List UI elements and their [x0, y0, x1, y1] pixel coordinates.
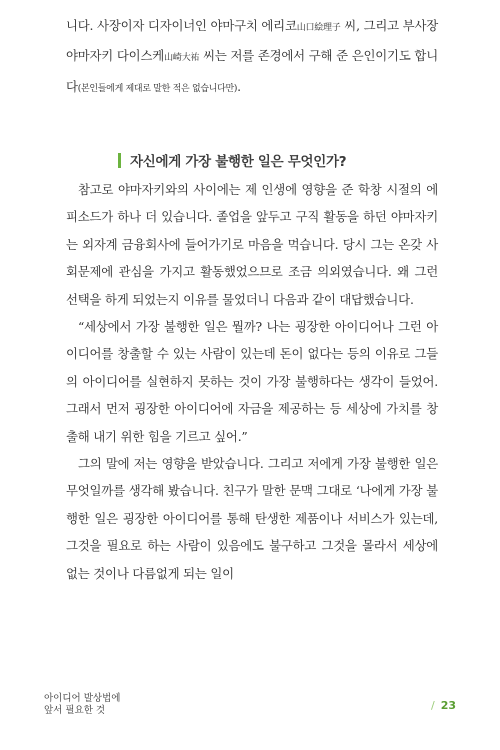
kanji-annotation: 山崎大祐	[164, 53, 200, 64]
page-number-value: 23	[440, 699, 456, 712]
footer-title-line: 아이디어 발상법에	[44, 693, 121, 704]
parenthetical-note: (본인들에게 제대로 말한 적은 없습니다만)	[77, 83, 238, 94]
paragraph: 그의 말에 저는 영향을 받았습니다. 그리고 저에게 가장 불행한 일은 무엇일까를 생각해 봤습니다. 친구가 말한 문맥 그대로 ‘나에게 가장 불행한 일은 굉장한 아이디어를 통해 탄생한 제품이나 서비스가 있는데, 그것을 필요로 하는 사람이 있음에도 불구하고 그것을 몰라서 세상에 없는 것이나 다름없게 되는 일이	[66, 456, 438, 581]
text-run: .	[237, 78, 241, 94]
footer-title-line: 앞서 필요한 것	[44, 705, 106, 716]
running-footer-title	[44, 693, 120, 717]
section-heading-text: 자신에게 가장 불행한 일은 무엇인가?	[130, 154, 347, 170]
kanji-annotation: 山口絵理子	[296, 23, 341, 33]
paragraph: 참고로 야마자키와의 사이에는 제 인생에 영향을 준 학창 시절의 에피소드가 하나 더 있습니다. 졸업을 앞두고 구직 활동을 하던 야마자키는 외자계 금융회사에 들어가기로 마음을 먹습니다. 당시 그는 온갖 사회문제에 관심을 가지고 활동했었으므로 조금 의외였습니다. 왜 그런 선택을 하게 되었는지 이유를 물었더니 다음과 같이 대답했습니다.	[66, 182, 438, 307]
page-number	[431, 699, 456, 712]
paragraph: “세상에서 가장 불행한 일은 뭘까? 나는 굉장한 아이디어나 그런 아이디어를 창출할 수 있는 사람이 있는데 돈이 없다는 등의 이유로 그들의 아이디어를 실현하지 못하는 것이 가장 불행하다는 생각이 들었어. 그래서 먼저 굉장한 아이디어에 자금을 제공하는 등 세상에 가치를 창출해 내기 위한 힘을 기르고 싶어.”	[66, 319, 438, 444]
body-text-top	[66, 12, 438, 103]
page-number-divider: /	[430, 699, 435, 712]
section-heading	[118, 150, 346, 170]
text-run: 씨는 저를 존경에서 구해 준 은인이기도 합니다	[66, 48, 438, 94]
heading-accent-bar	[118, 153, 121, 168]
body-text-bottom	[66, 176, 438, 587]
paragraph	[66, 12, 438, 103]
text-run: 니다. 사장이자 디자이너인 야마구치 에리코	[66, 18, 297, 33]
text-run: 씨, 그리고 부사장 야마자키 다이스케	[66, 18, 438, 64]
